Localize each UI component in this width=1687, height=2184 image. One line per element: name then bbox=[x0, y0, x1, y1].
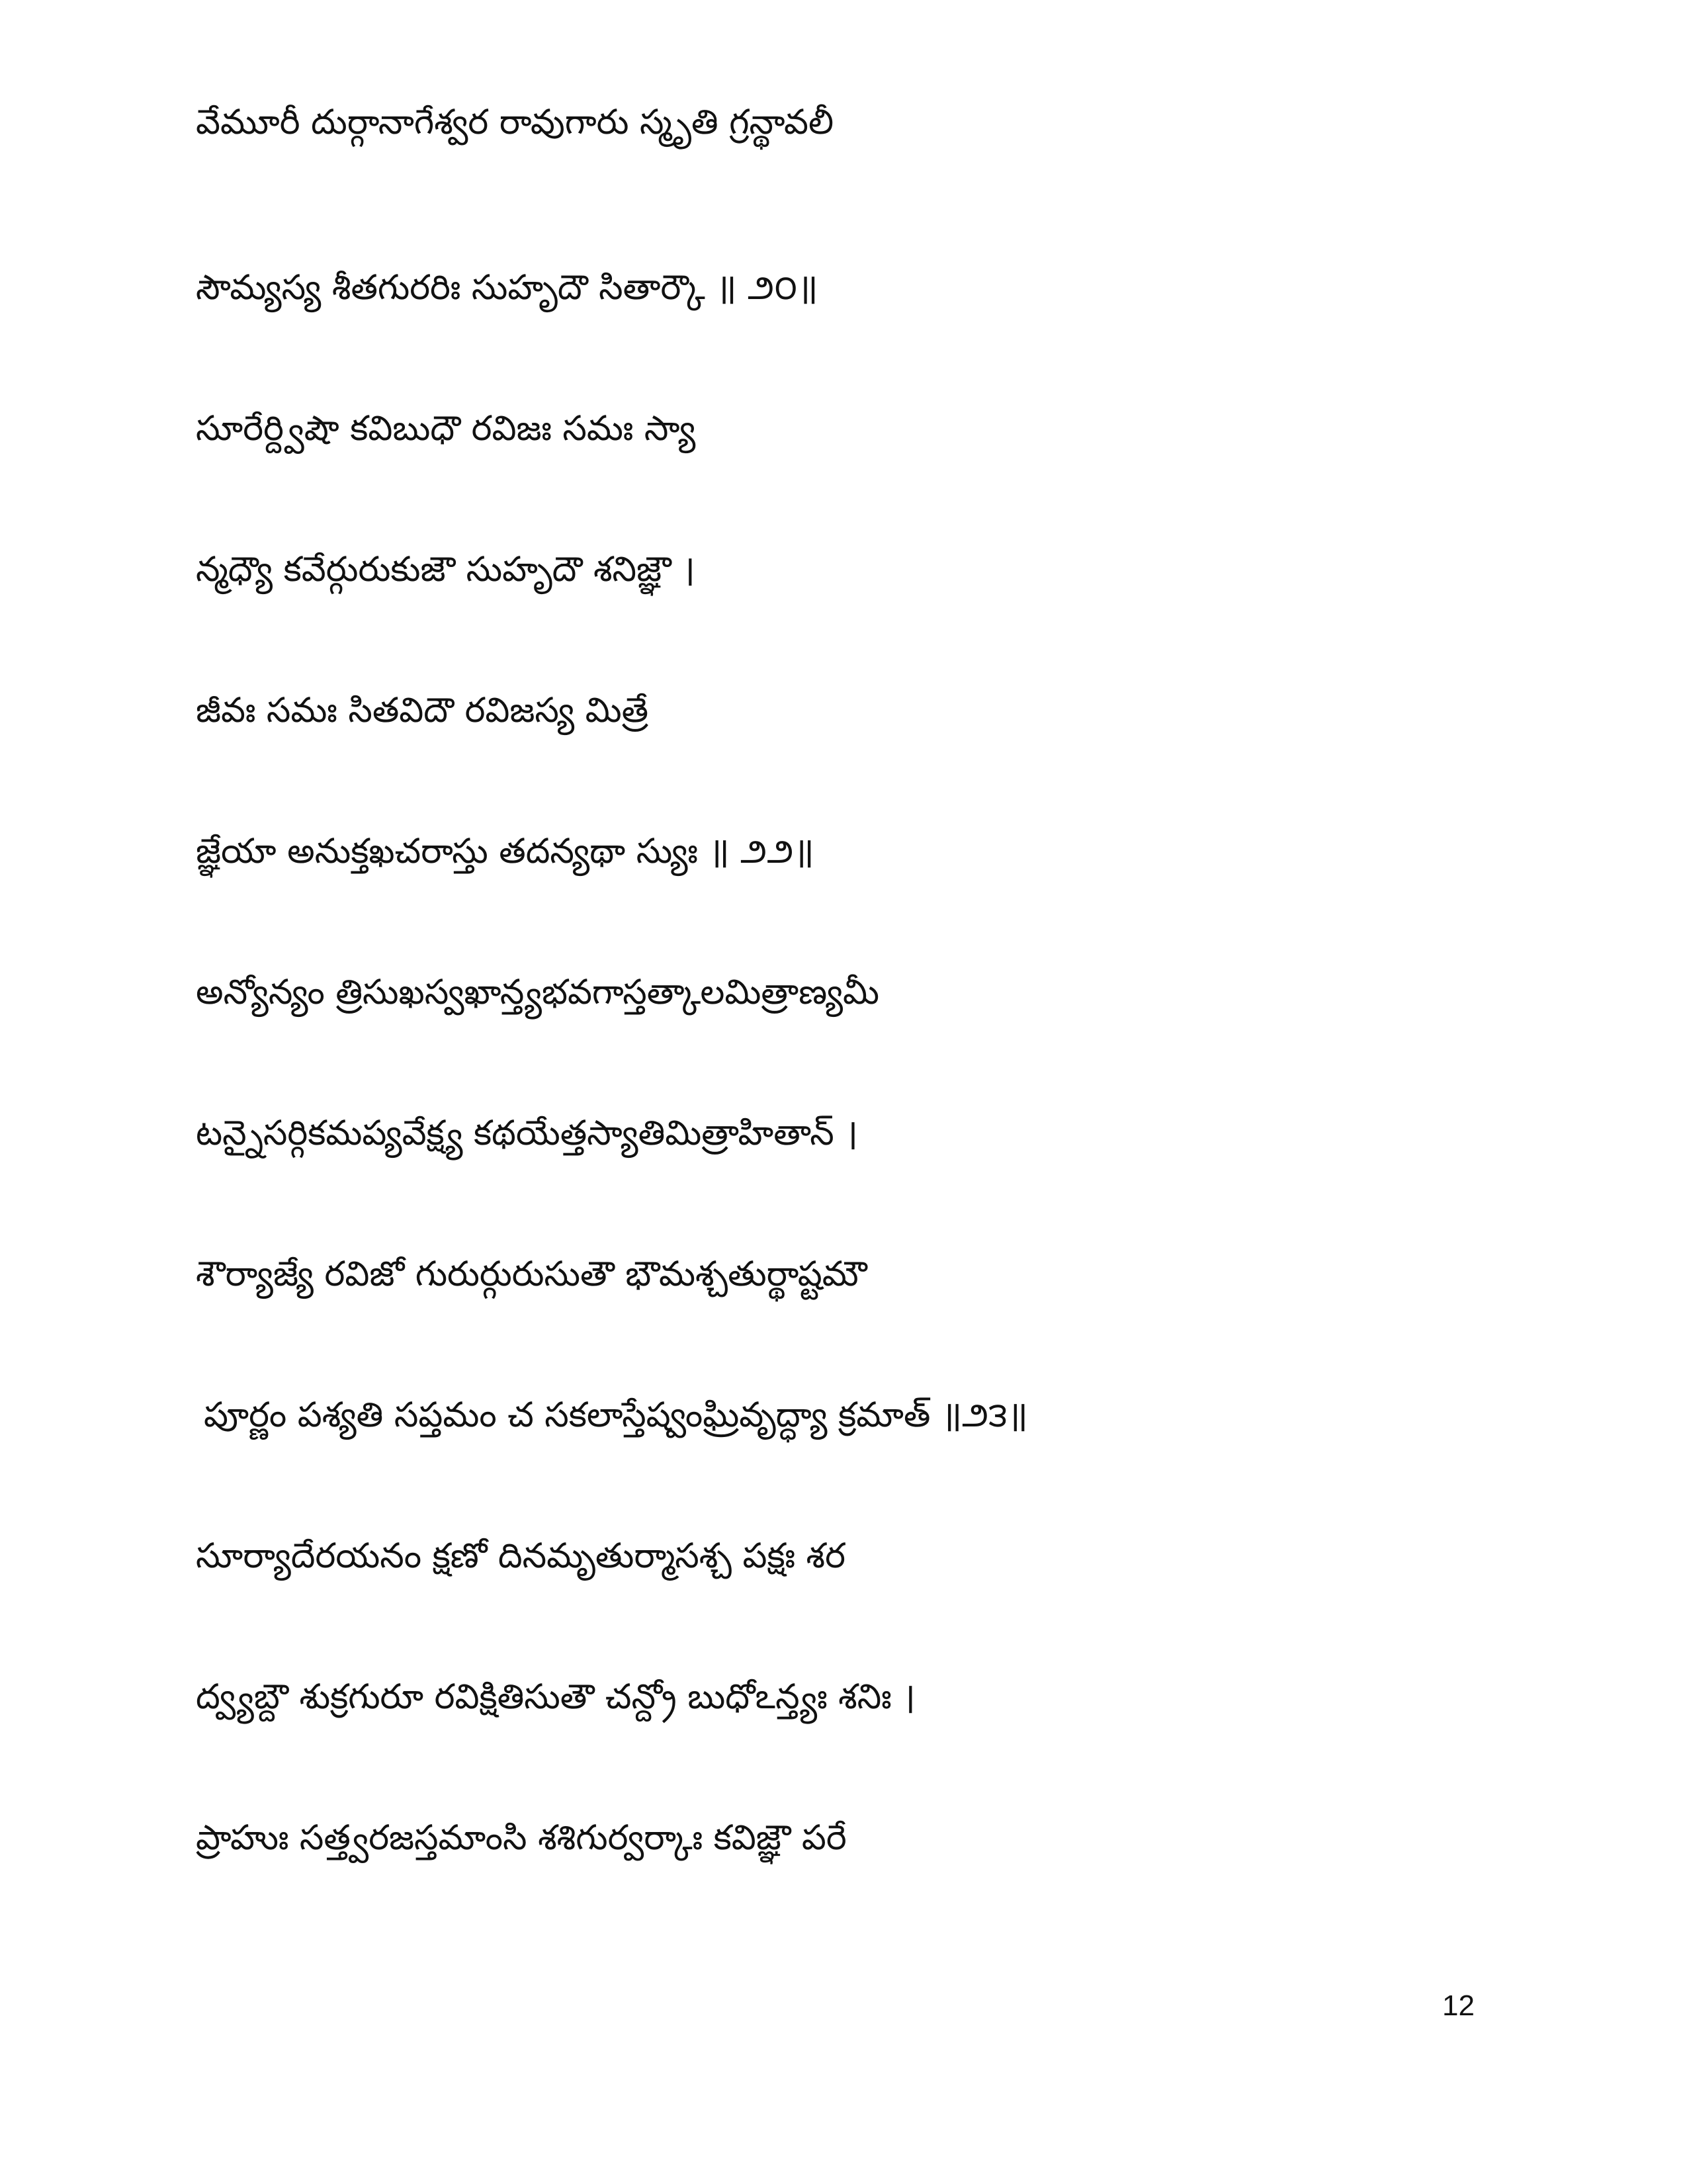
verse-line: అన్యోన్యం త్రిసుఖస్వఖాన్త్యభవగాస్తత్కాలమిత్రాణ్యమీ bbox=[196, 973, 880, 1012]
verse-line: టన్నైసర్గికమప్యవేక్ష్య కథయేత్తస్యాతిమిత్రాహితాన్ । bbox=[196, 1114, 858, 1153]
verse-line: జ్ఞేయా అనుక్తఖచరాస్తు తదన్యథా స్యుః ॥ ౨౨॥ bbox=[196, 832, 814, 871]
verse-line: సూర్యాదేరయనం క్షణో దినమృతుర్మాసశ్చ పక్షః శర bbox=[196, 1536, 845, 1576]
verse-line: న్మధ్యౌ కవేర్గురుకుజౌ సుహృదౌ శనిజ్ఞౌ । bbox=[196, 550, 695, 590]
page-number: 12 bbox=[1442, 1989, 1475, 2022]
verse-line: శౌర్యాజ్యే రవిజో గురుర్గురుసుతౌ భౌమశ్చతుర్థాష్టమౌ bbox=[196, 1254, 867, 1294]
verse-line: సూరేర్ద్విషౌ కవిబుధౌ రవిజః సమః స్యా bbox=[196, 409, 696, 449]
verse-line: ప్రాహుః సత్త్వరజస్తమాంసి శశిగుర్వర్కాః కవిజ్ఞౌ పరే bbox=[196, 1818, 847, 1858]
verse-block bbox=[196, 255, 1519, 1946]
verse-line: జీవః సమః సితవిదౌ రవిజస్య మిత్రే bbox=[196, 691, 649, 730]
verse-line: ద్వ్యబ్దౌ శుక్రగురూ రవిక్షితిసుతౌ చన్ద్రో బుధోఽన్త్యః శనిః । bbox=[196, 1677, 916, 1717]
verse-line: సౌమ్యస్య శీతగురరిః సుహృదౌ సితార్కౌ ॥ ౨౦॥ bbox=[196, 268, 818, 308]
running-header: వేమూరీ దుర్గానాగేశ్వర రావుగారు స్మృతి గ్రన్థావలీ bbox=[196, 103, 834, 142]
verse-line: పూర్ణం పశ్యతి సప్తమం చ సకలాస్తేష్వంఘ్రివృద్ధ్యా క్రమాత్ ॥౨౩॥ bbox=[204, 1395, 1028, 1435]
